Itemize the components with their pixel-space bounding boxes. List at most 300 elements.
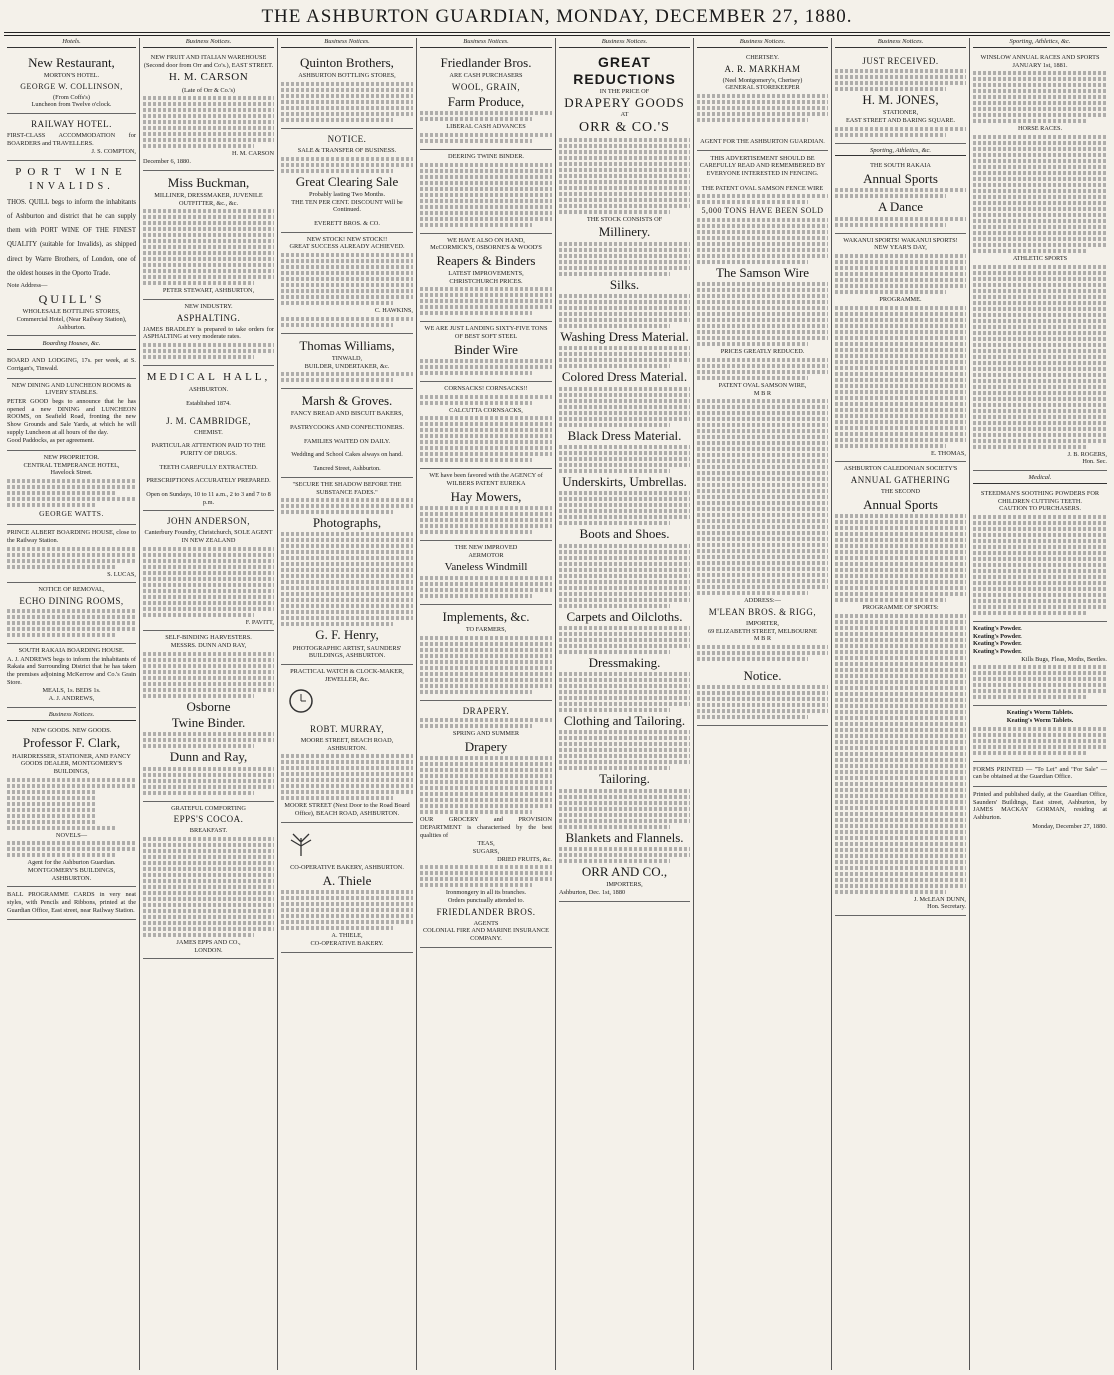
ad-title: NEW FRUIT AND ITALIAN WAREHOUSE bbox=[150, 53, 267, 61]
ad-title: GREAT REDUCTIONS bbox=[573, 53, 676, 87]
section-heading: Business Notices. bbox=[7, 711, 136, 721]
masthead-rule bbox=[4, 32, 1110, 33]
ad-title: A. R. MARKHAM bbox=[724, 63, 801, 74]
ad-text: Agent for the Ashburton Guardian. bbox=[27, 859, 116, 867]
ad-subtitle: THE SECOND bbox=[880, 488, 920, 496]
text-block bbox=[281, 532, 413, 626]
imprint-text: Printed and published daily, at the Guardian Office, Saunders' Buildings, East street, Ashburton, by JAMES MACKAY GORMAN, residing at Ashburton. bbox=[973, 790, 1107, 821]
ad-subtitle: MORTON'S HOTEL. bbox=[43, 72, 100, 80]
ad-title: Great Clearing Sale bbox=[295, 173, 399, 189]
ad-subtitle: IN THE PRICE OF bbox=[599, 87, 650, 95]
ad-text: Established 1874. bbox=[186, 400, 231, 408]
text-block bbox=[420, 163, 552, 227]
ad-subtitle: AERMOTOR bbox=[468, 551, 504, 559]
text-block bbox=[697, 218, 828, 264]
ad-proprietor: GEORGE W. COLLINSON, bbox=[20, 81, 123, 91]
ad-title: ASHBURTON CALEDONIAN SOCIETY'S bbox=[843, 465, 958, 473]
ad-text: Good Paddocks, as per agreement. bbox=[7, 437, 95, 445]
ad-subtitle: MILLINER, DRESSMAKER, JUVENILE OUTFITTER, &c., &c. bbox=[154, 191, 263, 207]
ad-subtitle: PASTRYCOOKS AND CONFECTIONERS. bbox=[289, 424, 404, 432]
text-block bbox=[973, 727, 1107, 755]
ad-title: PRACTICAL WATCH & CLOCK-MAKER, JEWELLER, &c. bbox=[290, 668, 404, 683]
ad-text: PRESCRIPTIONS ACCURATELY PREPARED. bbox=[146, 477, 271, 485]
ad-text: LIBERAL CASH ADVANCES bbox=[446, 123, 526, 131]
ad-title: WINSLOW ANNUAL RACES AND SPORTS bbox=[980, 53, 1100, 61]
ad-osborne bbox=[143, 631, 274, 801]
ad-title: INVALIDS. bbox=[29, 181, 114, 193]
ad-text: NOVELS— bbox=[55, 831, 88, 839]
ad-title: Reapers & Binders bbox=[436, 252, 536, 268]
ad-title: NEW GOODS. NEW GOODS. bbox=[31, 726, 112, 734]
ad-title: Twine Binder. bbox=[171, 715, 246, 731]
ad-text: LONDON. bbox=[194, 946, 223, 954]
ad-signature: S. LUCAS, bbox=[107, 570, 136, 578]
ad-winslow bbox=[973, 51, 1107, 471]
column-heading: Business Notices. bbox=[281, 38, 413, 48]
ad-title: Blankets and Flannels. bbox=[565, 829, 684, 845]
column-1 bbox=[4, 38, 140, 1370]
ad-epps-cocoa bbox=[143, 802, 274, 960]
ad-title: CHERTSEY. bbox=[746, 53, 779, 61]
ad-subtitle: SPRING AND SUMMER bbox=[452, 730, 520, 738]
ad-title: ANNUAL GATHERING bbox=[850, 475, 951, 486]
text-block bbox=[7, 609, 136, 637]
ad-title: NEW DINING AND LUNCHEON ROOMS & LIVERY STABLES. bbox=[11, 381, 132, 397]
text-block bbox=[143, 837, 274, 937]
text-block bbox=[697, 194, 828, 204]
ad-subtitle: CHEMIST. bbox=[194, 428, 223, 436]
ad-title: Hay Mowers, bbox=[450, 488, 522, 504]
ad-subtitle: (From Coffs's) bbox=[53, 93, 90, 101]
ad-jones bbox=[835, 51, 966, 144]
ad-clark bbox=[7, 724, 136, 888]
ad-title: WAKANUI SPORTS! WAKANUI SPORTS! bbox=[843, 236, 958, 244]
ad-title: PRICES GREATLY REDUCED. bbox=[720, 348, 805, 356]
ad-title: Friedlander Bros. bbox=[440, 54, 532, 70]
ad-title: H. M. CARSON bbox=[168, 71, 249, 84]
ad-drapery bbox=[420, 701, 552, 948]
ad-forms bbox=[973, 762, 1107, 787]
ad-subtitle: PHOTOGRAPHIC ARTIST, SAUNDERS' BUILDINGS, ASHBURTON. bbox=[292, 644, 402, 660]
ad-signature: A. THIELE, bbox=[331, 932, 363, 940]
ad-subtitle: WILBERS PATENT EUREKA bbox=[446, 480, 526, 488]
ad-title: Silks. bbox=[609, 276, 640, 292]
ad-text: MEALS, 1s. BEDS 1s. bbox=[42, 687, 101, 695]
ad-title: 5,000 TONS HAVE BEEN SOLD bbox=[701, 206, 824, 216]
ad-subtitle: EAST STREET AND BARING SQUARE. bbox=[845, 116, 956, 124]
ad-text: Note Address— bbox=[7, 282, 48, 290]
text-block bbox=[420, 636, 552, 694]
column-2 bbox=[140, 38, 278, 1370]
text-block bbox=[973, 265, 1107, 449]
ad-title: Vaneless Windmill bbox=[444, 561, 528, 574]
ad-text: PRINCE ALBERT BOARDING HOUSE, close to the Railway Station. bbox=[7, 529, 136, 544]
ad-subtitle: GREAT SUCCESS ALREADY ACHIEVED. bbox=[289, 243, 405, 251]
ad-title: Binder Wire bbox=[454, 341, 518, 357]
ad-wakanui bbox=[835, 234, 966, 463]
text-block bbox=[143, 652, 274, 698]
ad-signature: PETER STEWART, ASHBURTON, bbox=[162, 287, 255, 295]
ad-subtitle: IMPORTERS, bbox=[606, 881, 643, 889]
ad-text: AGENT FOR THE ASHBURTON GUARDIAN. bbox=[700, 137, 825, 145]
column-heading: Business Notices. bbox=[835, 38, 966, 48]
text-block bbox=[420, 756, 552, 814]
ad-subtitle: STATIONER, bbox=[882, 109, 919, 117]
ad-subtitle: OF BEST SOFT STEEL bbox=[454, 333, 518, 341]
ad-text: Luncheon from Twelve o'clock. bbox=[31, 101, 112, 109]
ad-title: Millinery. bbox=[598, 224, 651, 240]
text-block bbox=[559, 730, 690, 770]
ad-title: Thomas Williams, bbox=[299, 337, 395, 353]
text-block bbox=[420, 718, 552, 728]
ad-title: Keating's Powder. bbox=[973, 632, 1022, 640]
text-block bbox=[559, 789, 690, 829]
text-block bbox=[697, 685, 828, 719]
ad-ball bbox=[7, 887, 136, 920]
ad-subtitle: LATEST IMPROVEMENTS, bbox=[448, 270, 524, 278]
text-block bbox=[420, 395, 552, 405]
ad-title: DEERING TWINE BINDER. bbox=[448, 152, 524, 160]
text-block bbox=[281, 317, 413, 327]
ad-title: NEW PROPRIETOR. bbox=[43, 454, 100, 462]
text-block bbox=[835, 69, 966, 91]
section-heading: Sporting, Athletics, &c. bbox=[835, 147, 966, 157]
ad-subtitle: Havelock Street. bbox=[50, 469, 93, 477]
ad-text: THOS. QUILL begs to inform the inhabitants of Ashburton and district that he can supply them with PORT WINE OF THE FINEST QUALITY (suitable for Invalids), as shipped direct by Warre Brothers, of London, one of the oldest houses in the Oporto Trade. bbox=[7, 198, 136, 277]
ad-title: Clothing and Tailoring. bbox=[563, 713, 686, 729]
ad-prince-albert bbox=[7, 525, 136, 583]
ad-title: Professor F. Clark, bbox=[22, 735, 121, 751]
text-block bbox=[420, 133, 552, 143]
text-block bbox=[835, 188, 966, 198]
ad-implements bbox=[420, 605, 552, 701]
ad-text: DRIED FRUITS, &c. bbox=[497, 855, 552, 863]
ad-text: MOORE STREET (Next Door to the Road Board Office), BEACH ROAD, ASHBURTON. bbox=[284, 802, 410, 818]
column-heading: Business Notices. bbox=[420, 38, 552, 48]
ad-text: BOARD AND LODGING, 17s. per week, at S. Corrigan's, Tinwald. bbox=[7, 357, 136, 373]
ad-title: GRATEFUL COMFORTING bbox=[171, 804, 246, 812]
ad-carson bbox=[143, 51, 274, 171]
text-block bbox=[973, 515, 1107, 615]
ad-title: THE PATENT OVAL SAMSON FENCE WIRE bbox=[701, 184, 824, 192]
ad-text: ADDRESS:— bbox=[744, 597, 781, 605]
text-block bbox=[7, 841, 136, 857]
ad-subtitle: Ashburton. bbox=[57, 323, 86, 331]
ad-title: Underskirts, Umbrellas. bbox=[562, 473, 687, 489]
ad-text: M B R bbox=[753, 389, 772, 397]
ad-title: Annual Sports bbox=[863, 171, 938, 187]
text-block bbox=[143, 96, 274, 148]
ad-subtitle: WHOLESALE BOTTLING STORES, bbox=[22, 308, 121, 316]
ad-text: Wedding and School Cakes always on hand. bbox=[291, 451, 403, 459]
ad-title: The Samson Wire bbox=[715, 265, 810, 281]
ad-date: December 6, 1880. bbox=[143, 158, 191, 166]
ad-title: QUILL'S bbox=[38, 291, 105, 306]
text-block bbox=[835, 127, 966, 137]
text-block bbox=[835, 614, 966, 894]
ad-title: PORT WINE bbox=[15, 165, 128, 178]
ad-text: A. J. ANDREWS begs to inform the inhabitants of Rakaia and Surrounding District that he has taken the premises adjoining McKerrow and Co.'s Grain Store. bbox=[7, 655, 136, 686]
ad-text: PETER GOOD begs to announce that he has opened a new DINING and LUNCHEON ROOMS, on Seafield Road, fronting the new Show Grounds and Sale Yards, at which he will supply Luncheon at all hours of the day. bbox=[7, 398, 136, 436]
column-4 bbox=[417, 38, 556, 1370]
ad-text: SUGARS, bbox=[472, 848, 500, 856]
text-block bbox=[143, 343, 274, 359]
ad-buckman bbox=[143, 171, 274, 300]
ad-title: Colored Dress Material. bbox=[561, 369, 688, 385]
text-block bbox=[420, 359, 552, 375]
ad-title: CENTRAL TEMPERANCE HOTEL, bbox=[23, 461, 120, 469]
ad-subtitle: 69 ELIZABETH STREET, MELBOURNE bbox=[707, 627, 818, 635]
ad-railway-hotel bbox=[7, 114, 136, 161]
ad-title: Keating's Worm Tablets. bbox=[1006, 716, 1074, 724]
ad-signature: A. J. ANDREWS, bbox=[48, 694, 95, 702]
text-block bbox=[559, 445, 690, 473]
ad-title: FRIEDLANDER BROS. bbox=[436, 906, 536, 917]
ad-hay-mowers bbox=[420, 469, 552, 541]
text-block bbox=[7, 479, 136, 507]
ad-subtitle: TINWALD, bbox=[331, 354, 363, 362]
column-8 bbox=[970, 38, 1110, 1370]
ad-title: PATENT OVAL SAMSON WIRE, bbox=[718, 381, 807, 389]
ad-title: Dressmaking. bbox=[588, 654, 661, 670]
ad-text: WE have been favored with the AGENCY of bbox=[429, 472, 543, 480]
text-block bbox=[7, 547, 136, 569]
ad-title: WE HAVE ALSO ON HAND, bbox=[447, 236, 525, 244]
ad-title: Keating's Worm Tablets. bbox=[1006, 709, 1074, 717]
column-heading: Business Notices. bbox=[143, 38, 274, 48]
ad-title: EPPS'S COCOA. bbox=[173, 814, 244, 825]
ad-title: SOUTH RAKAIA BOARDING HOUSE. bbox=[18, 646, 125, 654]
text-block bbox=[143, 767, 274, 795]
text-block bbox=[697, 399, 828, 595]
text-block bbox=[559, 672, 690, 712]
ad-title: Drapery bbox=[464, 739, 508, 755]
ad-south-rakaia-sports bbox=[835, 159, 966, 233]
text-block bbox=[559, 387, 690, 427]
ad-text: TEAS, bbox=[477, 840, 495, 848]
ad-echo bbox=[7, 583, 136, 644]
ad-text: BALL PROGRAMME CARDS in very neat styles, with Pencils and Ribbons, printed at the Guardian Office, East street, near Railway Station. bbox=[7, 891, 136, 914]
text-block bbox=[559, 138, 690, 214]
text-block bbox=[281, 890, 413, 930]
ad-title: Notice. bbox=[743, 667, 782, 683]
text-block bbox=[973, 665, 1107, 699]
ad-subtitle: ATHLETIC SPORTS bbox=[1012, 254, 1068, 262]
ad-subtitle: NEW YEAR'S DAY, bbox=[874, 244, 927, 252]
ad-title: Keating's Powder. bbox=[973, 624, 1022, 632]
ad-signature: Hon. Secretary. bbox=[927, 903, 966, 911]
text-block bbox=[973, 135, 1107, 253]
ad-title: Osborne bbox=[186, 698, 231, 714]
ad-title: ORR AND CO., bbox=[581, 864, 668, 880]
ad-subtitle: BREAKFAST. bbox=[189, 827, 228, 835]
text-block bbox=[420, 865, 552, 887]
ad-subtitle: FANCY BREAD AND BISCUIT BAKERS, bbox=[290, 410, 404, 418]
ad-title: ROBT. MURRAY, bbox=[309, 724, 385, 735]
ad-subtitle: TO FARMERS, bbox=[465, 625, 507, 633]
ad-title: WE ARE JUST LANDING SIXTY-FIVE TONS bbox=[424, 325, 548, 333]
ad-marsh-groves bbox=[281, 389, 413, 478]
ad-title: WOOL, GRAIN, bbox=[451, 81, 521, 92]
ad-title: ORR & CO.'S bbox=[579, 119, 670, 135]
ad-subtitle: THE STOCK CONSISTS OF bbox=[586, 215, 663, 223]
ad-signature: JAMES EPPS AND CO., bbox=[176, 938, 241, 946]
ad-text: M B R bbox=[753, 635, 772, 643]
ad-subtitle: JANUARY 1st, 1881. bbox=[1012, 61, 1068, 69]
ad-hawkins bbox=[281, 233, 413, 334]
text-block bbox=[973, 71, 1107, 123]
ad-title: JUST RECEIVED. bbox=[862, 55, 939, 66]
ad-williams bbox=[281, 334, 413, 390]
text-block bbox=[143, 732, 274, 748]
text-block bbox=[420, 111, 552, 121]
ad-signature: E. THOMAS, bbox=[930, 449, 966, 457]
ad-subtitle: AT bbox=[620, 111, 629, 119]
ad-title: MEDICAL HALL, bbox=[146, 370, 271, 383]
ad-text: FORMS PRINTED — "To Let" and "For Sale" — can be obtained at the Guardian Office. bbox=[973, 765, 1107, 781]
ad-title: RAILWAY HOTEL. bbox=[31, 118, 112, 129]
ad-worm-tablets bbox=[973, 706, 1107, 761]
column-heading: Hotels. bbox=[7, 38, 136, 48]
ad-signature: J. B. ROGERS, bbox=[1067, 450, 1107, 458]
text-block bbox=[559, 346, 690, 368]
ad-subtitle: Canterbury Foundry, Christchurch, SOLE AGENT IN NEW ZEALAND bbox=[144, 529, 273, 545]
ad-title: ASPHALTING. bbox=[176, 312, 241, 323]
ad-title: DRAPERY GOODS bbox=[564, 95, 685, 111]
ad-subtitle: PROGRAMME. bbox=[879, 296, 922, 304]
text-block bbox=[420, 416, 552, 462]
text-block bbox=[281, 754, 413, 800]
ad-title: THE SOUTH RAKAIA bbox=[870, 162, 931, 170]
ad-temperance bbox=[7, 451, 136, 525]
ad-subtitle: MESSRS. DUNN AND RAY, bbox=[170, 642, 247, 650]
ad-samson-wire bbox=[697, 151, 828, 727]
ad-south-rakaia bbox=[7, 644, 136, 708]
ad-title: STEEDMAN'S SOOTHING POWDERS FOR CHILDREN CUTTING TEETH. bbox=[980, 489, 1100, 505]
ad-title: NOTICE. bbox=[327, 133, 367, 144]
ad-title: Boots and Shoes. bbox=[579, 526, 670, 542]
ad-windmill bbox=[420, 541, 552, 604]
ad-title: DRAPERY. bbox=[462, 705, 510, 716]
ad-caledonian bbox=[835, 462, 966, 916]
text-block bbox=[697, 358, 828, 380]
ad-signature: GEORGE WATTS. bbox=[39, 509, 104, 519]
ad-title: Photographs, bbox=[312, 515, 382, 531]
ad-title: M'LEAN BROS. & RIGG, bbox=[708, 607, 817, 617]
ad-text: OUR GROCERY and PROVISION DEPARTMENT is characterised by the best qualities of bbox=[420, 816, 552, 839]
ad-text: THE TEN PER CENT. DISCOUNT Will be Continued. bbox=[291, 198, 403, 214]
ad-text: AGENTS bbox=[473, 919, 499, 927]
ad-text: FIRST-CLASS ACCOMMODATION for BOARDERS and TRAVELLERS. bbox=[7, 131, 136, 147]
text-block bbox=[420, 576, 552, 598]
text-block bbox=[143, 209, 274, 285]
masthead-rule bbox=[4, 35, 1110, 36]
ad-subtitle: Commercial Hotel, (Near Railway Station), bbox=[16, 316, 127, 324]
ad-henry bbox=[281, 478, 413, 665]
text-block bbox=[281, 157, 413, 173]
ad-subtitle: CALCUTTA CORNSACKS, bbox=[449, 406, 523, 414]
text-block bbox=[697, 282, 828, 346]
ad-subtitle: (Late of Orr & Co.'s) bbox=[181, 86, 236, 94]
ad-signature: H. M. CARSON bbox=[232, 150, 274, 158]
text-block bbox=[559, 847, 690, 863]
ad-subtitle: (Second door from Orr and Co's.), EAST STREET. bbox=[143, 61, 274, 69]
ad-title: CO-OPERATIVE BAKERY, ASHBURTON. bbox=[290, 864, 404, 872]
ad-title: H. M. JONES, bbox=[862, 91, 939, 107]
ad-title: Marsh & Groves. bbox=[301, 393, 393, 409]
ad-cornsacks bbox=[420, 382, 552, 469]
column-7 bbox=[832, 38, 970, 1370]
ad-title: Implements, &c. bbox=[442, 608, 530, 624]
ad-binder-wire bbox=[420, 322, 552, 382]
ad-title: Dunn and Ray, bbox=[169, 749, 248, 765]
text-block bbox=[143, 547, 274, 617]
ad-text: TEETH CAREFULLY EXTRACTED. bbox=[159, 463, 258, 471]
ad-date: Ashburton, Dec. 1st, 1880 bbox=[559, 889, 626, 896]
ad-signature: J. McLEAN DUNN, bbox=[913, 895, 966, 903]
ad-title: Farm Produce, bbox=[447, 93, 525, 109]
ad-title: Keating's Powder. bbox=[973, 640, 1022, 648]
ad-title: Tailoring. bbox=[599, 771, 650, 787]
ad-title: THE NEW IMPROVED bbox=[454, 544, 518, 552]
text-block bbox=[7, 778, 136, 830]
ad-subtitle: ARE CASH PURCHASERS bbox=[449, 72, 523, 80]
column-heading: Business Notices. bbox=[559, 38, 690, 48]
ad-subtitle: Probably lasting Two Months. bbox=[308, 190, 386, 198]
ad-title: Carpets and Oilcloths. bbox=[566, 608, 683, 624]
ad-text: Tancred Street, Ashburton. bbox=[313, 465, 381, 473]
ad-text: Open on Sundays, 10 to 11 a.m., 2 to 3 and 7 to 8 p.m. bbox=[146, 491, 271, 506]
section-heading: Medical. bbox=[973, 474, 1107, 484]
ad-subtitle: BUILDER, UNDERTAKER, &c. bbox=[304, 362, 390, 370]
text-block bbox=[559, 294, 690, 328]
ad-text: CO-OPERATIVE BAKERY. bbox=[310, 940, 384, 948]
ad-text: COLONIAL FIRE AND MARINE INSURANCE COMPANY. bbox=[422, 927, 550, 943]
ad-title: "SECURE THE SHADOW BEFORE THE SUBSTANCE FADES." bbox=[292, 480, 402, 496]
ad-reapers bbox=[420, 234, 552, 323]
ad-subtitle: (Neel Montgomery's, Chertsey) bbox=[722, 76, 803, 84]
ad-subtitle: HORSE RACES. bbox=[1017, 125, 1063, 133]
ad-dining bbox=[7, 379, 136, 451]
ad-text: JAMES BRADLEY is prepared to take orders for ASPHALTING at very moderate rates. bbox=[143, 325, 274, 341]
ad-title: J. M. CAMBRIDGE, bbox=[166, 415, 251, 426]
text-block bbox=[835, 254, 966, 294]
ad-keatings bbox=[973, 622, 1107, 706]
ad-title: NEW STOCK! NEW STOCK!! bbox=[306, 235, 388, 243]
text-block bbox=[559, 544, 690, 608]
ad-friedlander bbox=[420, 51, 552, 150]
text-block bbox=[697, 94, 828, 122]
ad-deering bbox=[420, 150, 552, 234]
ad-title: ECHO DINING ROOMS, bbox=[19, 595, 124, 606]
ad-subtitle: HAIRDRESSER, STATIONER, AND FANCY GOODS DEALER, MONTGOMERY'S BUILDINGS, bbox=[12, 752, 131, 775]
ad-signature: J. S. COMPTON, bbox=[91, 148, 136, 156]
imprint-date: Monday, December 27, 1880. bbox=[1032, 822, 1107, 830]
ad-quinton bbox=[281, 51, 413, 129]
ad-title: CORNSACKS! CORNSACKS!! bbox=[444, 385, 528, 393]
ad-title: A. Thiele bbox=[322, 873, 372, 889]
ad-title: Washing Dress Material. bbox=[560, 329, 689, 345]
ad-subtitle: GENERAL STOREKEEPER bbox=[725, 84, 800, 92]
column-5 bbox=[556, 38, 694, 1370]
text-block bbox=[559, 242, 690, 276]
ad-signature: EVERETT BROS. & CO. bbox=[314, 219, 380, 227]
ad-orr-co bbox=[559, 51, 690, 902]
ad-text: FAMILIES WAITED ON DAILY. bbox=[303, 437, 391, 445]
text-block bbox=[559, 491, 690, 525]
ad-text: Ironmongery in all its branches. bbox=[445, 889, 527, 897]
ad-title: New Restaurant, bbox=[28, 54, 115, 70]
